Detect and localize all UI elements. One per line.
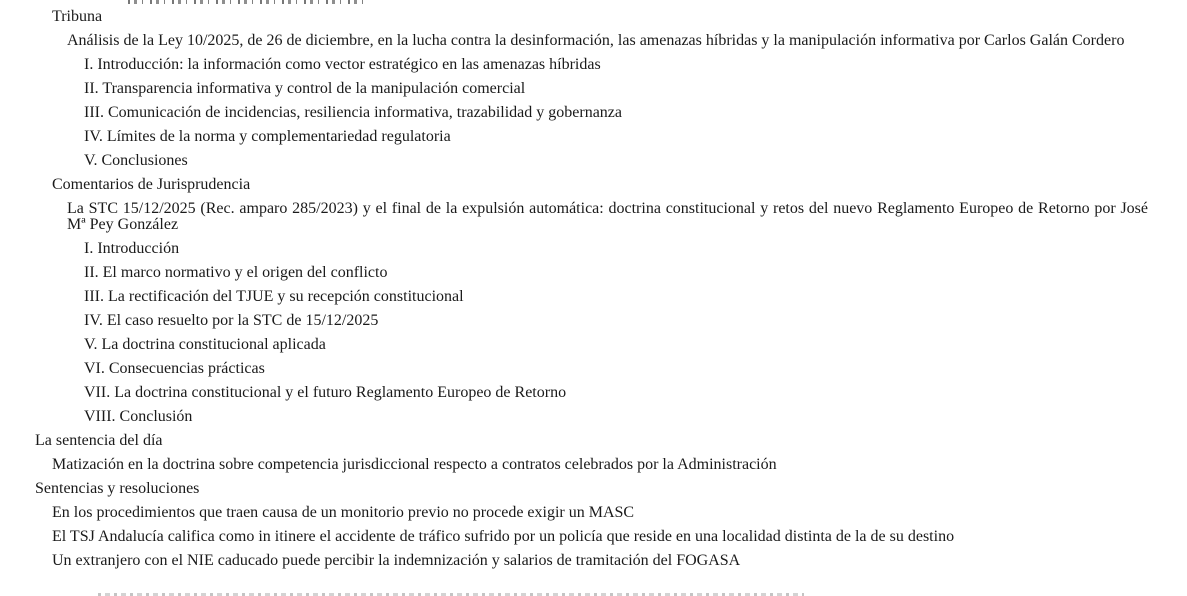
table-of-contents (0, 9, 1187, 577)
toc-line: I. Introducción: la información como vector estratégico en las amenazas híbridas (84, 56, 601, 73)
toc-line: IV. Límites de la norma y complementariedad regulatoria (84, 128, 451, 145)
toc-line: II. El marco normativo y el origen del conflicto (84, 264, 388, 281)
toc-line: V. Conclusiones (84, 152, 188, 169)
toc-line: VIII. Conclusión (84, 408, 193, 425)
toc-line: Matización en la doctrina sobre competencia jurisdiccional respecto a contratos celebrados por la Administración (52, 456, 777, 473)
toc-line: VI. Consecuencias prácticas (84, 360, 265, 377)
toc-line: V. La doctrina constitucional aplicada (84, 336, 326, 353)
toc-line: Sentencias y resoluciones (35, 480, 200, 497)
toc-line: III. La rectificación del TJUE y su recepción constitucional (84, 288, 464, 305)
toc-line: VII. La doctrina constitucional y el futuro Reglamento Europeo de Retorno (84, 384, 567, 401)
toc-line: Análisis de la Ley 10/2025, de 26 de diciembre, en la lucha contra la desinformación, las amenazas híbridas y la manipulación informativa por Carlos Galán Cordero (67, 32, 1125, 49)
toc-line: La sentencia del día (35, 432, 163, 449)
toc-line: Comentarios de Jurisprudencia (52, 176, 251, 193)
toc-line: Un extranjero con el NIE caducado puede percibir la indemnización y salarios de tramitación del FOGASA (52, 552, 741, 569)
toc-line: Tribuna (52, 8, 103, 25)
toc-line: II. Transparencia informativa y control de la manipulación comercial (84, 80, 526, 97)
toc-line: IV. El caso resuelto por la STC de 15/12/2025 (84, 312, 379, 329)
toc-line: III. Comunicación de incidencias, resiliencia informativa, trazabilidad y gobernanza (84, 104, 622, 121)
clipped-text-fragment-top (128, 0, 364, 4)
toc-line: El TSJ Andalucía califica como in itinere el accidente de tráfico sufrido por un policía que reside en una localidad distinta de la de su destino (52, 528, 955, 545)
toc-line: I. Introducción (84, 240, 180, 257)
toc-line: En los procedimientos que traen causa de un monitorio previo no procede exigir un MASC (52, 504, 635, 521)
toc-line: La STC 15/12/2025 (Rec. amparo 285/2023) y el final de la expulsión automática: doctrina constitucional y retos del nuevo Reglamento Europeo de Retorno por José Mª Pey González (67, 200, 1148, 233)
